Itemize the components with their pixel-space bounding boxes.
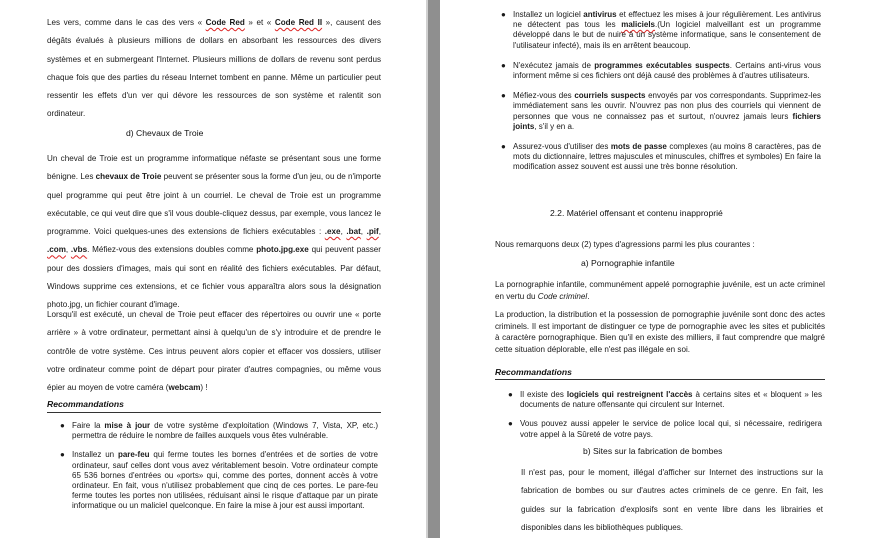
subheading-child-pornography: a) Pornographie infantile: [581, 258, 675, 268]
security-tips-list: [499, 10, 821, 173]
list-item: ● Faire la mise à jour de votre système d'exploitation (Windows 7, Vista, XP, etc.) permettra de réduire le nombre de failles auxquels vous êtes vulnérable.: [60, 421, 378, 441]
worms-paragraph: Les vers, comme dans le cas des vers « Code Red » et « Code Red II », causent des dégâts évalués à plusieurs millions de dollars en absorbant les ressources des divers systèmes et en submergeant l'Internet. Plusieurs millions de dollars de revenu sont perdus chaque fois que des parties du réseau Internet tombent en panne. Même un particulier peut ressentir les effets d'un ver qui dévore les ressources de son système et ralentit son ordinateur.: [47, 18, 381, 119]
bullet-icon: ●: [501, 142, 506, 152]
document-page-left: [0, 0, 428, 538]
bomb-sites-paragraph: Il n'est pas, pour le moment, illégal d'afficher sur Internet des instructions sur la fabrication de bombes ou sur d'autres actes criminels de ce genre. En fait, les guides sur la fabrication d'explosifs sont en vente libre dans les librairies et disponibles dans les bibliothèques publiques.: [521, 468, 823, 532]
list-item: ● Vous pouvez aussi appeler le service de police local qui, si nécessaire, redirigera votre appel à la Sûreté de votre pays.: [508, 419, 822, 439]
subheading-bomb-sites: b) Sites sur la fabrication de bombes: [583, 446, 723, 456]
list-item: ● N'exécutez jamais de programmes exécutables suspects. Certains anti-virus vous informent même si ces fichiers ont déjà causé des problèmes à d'autres utilisateurs.: [501, 60, 821, 81]
section-heading-offensive-content: 2.2. Matériel offensant et contenu inapproprié: [550, 208, 723, 218]
list-item: ● Installez un pare-feu qui ferme toutes les bornes d'entrées et de sorties de votre ordinateur, sauf celles dont vous avez véritablement besoin. Votre ordinateur compte 65 536 bornes d'entrées ou «ports» qui, comme des portes, donnent accès à votre ordinateur. En fait, vous n'utilisez probablement que cinq de ces portes. Le pare-feu ferme toutes les portes non utilisées, réduisant ainsi le risque d'attaque par un pirate informatique ou un malicieI quelconque. En faire la mise à jour est aussi important.: [60, 450, 379, 511]
list-item: ● Assurez-vous d'utiliser des mots de passe complexes (au moins 8 caractères, pas de mots du dictionnaire, lettres majuscules et minuscules, chiffres et symboles) En faire la modification assez souvent est aussi une très bonne résolution.: [501, 142, 822, 172]
recommendations-rule-2: [495, 379, 825, 380]
aggressions-intro: Nous remarquons deux (2) types d'agressions parmi les plus courantes :: [495, 240, 755, 249]
recommendations-list: [58, 421, 378, 512]
offensive-content-recommendations: [506, 390, 822, 440]
trojan-definition-paragraph: Un cheval de Troie est un programme informatique néfaste se présentant sous une forme bénigne. Les chevaux de Troie peuvent se présenter sous la forme d'un jeu, ou de n'importe quel programme qui peut être joint à un courriel. Le cheval de Troie est un programme exécutable, ce qui veut dire que s'il vous double-cliquez dessus, par exemple, vous lancez le programme. Voici quelques-unes des extensions de fichiers exécutables : .exe, .bat, .pif, .com, .vbs. Méfiez-vous des extensions doubles comme photo.jpg.exe qui peuvent passer pour des dossiers d'images, mais qui sont en réalité des fichiers exécutables. Par défaut, Windows supprime ces extensions, et ce fichier vous apparaîtra alors sous la désignation photo.jpg, un fichier courant d'image.: [47, 154, 382, 310]
bullet-icon: ●: [501, 10, 506, 19]
list-item: ● Méfiez-vous des courriels suspects envoyés par vos correspondants. Supprimez-les immédiatement sans les ouvrir. N'ouvrez pas non plus des courriels qui viennent de personnes que vous ne connaissez pas et surtout, n'ouvrez jamais leurs fichiers joints, s'il y en a.: [501, 91, 821, 131]
trojan-effects-paragraph: Lorsqu'il est exécuté, un cheval de Troie peut effacer des répertoires ou ouvrir une « porte arrière » à votre ordinateur, permettant ainsi à quelqu'un de s'y introduire et de prendre le contrôle de votre système. Ces intrus peuvent alors copier et effacer vos dossiers, utiliser votre ordinateur comme point de départ pour pirater d'autres compagnies, ou même vous épier au moyen de votre caméra (webcam) !: [47, 310, 381, 393]
bullet-icon: ●: [60, 421, 65, 430]
bullet-icon: ●: [501, 60, 506, 70]
bullet-icon: ●: [60, 450, 65, 460]
list-item: ● Installez un logiciel antivirus et effectuez les mises à jour régulièrement. Les antivirus ne détectent pas tous les maliciels.(Un logiciel malveillant est un programme développé dans le but de nuire à un système informatique, sans le consentement de l'utilisateur infecté), mais ils en arrêtent beaucoup.: [501, 10, 821, 50]
recommendations-rule: [47, 412, 381, 413]
bullet-icon: ●: [508, 419, 513, 429]
child-pornography-paragraph-1: La pornographie infantile, communément appelé pornographie juvénile, est un acte criminel en vertu du Code criminel.: [495, 280, 825, 301]
bullet-icon: ●: [501, 91, 506, 101]
bullet-icon: ●: [508, 390, 513, 399]
recommendations-heading-2: Recommandations: [495, 367, 572, 377]
section-heading-trojans: d) Chevaux de Troie: [126, 128, 204, 138]
document-page-right: [440, 0, 874, 538]
child-pornography-paragraph-2: La production, la distribution et la possession de pornographie juvénile sont donc des actes criminels. Il est important de distinguer ce type de pornographie avec les sites et publicités à caractère pornographique. Bien qu'il en existe des milliers, il faut comprendre que malgré cette situation déplorable, elle n'est pas illégale en soi.: [495, 310, 825, 354]
recommendations-heading: Recommandations: [47, 399, 124, 409]
page-gutter: [428, 0, 440, 538]
list-item: ● Il existe des logiciels qui restreignent l'accès à certains sites et « bloquent » les documents de nature offensante qui circulent sur Internet.: [508, 390, 823, 410]
